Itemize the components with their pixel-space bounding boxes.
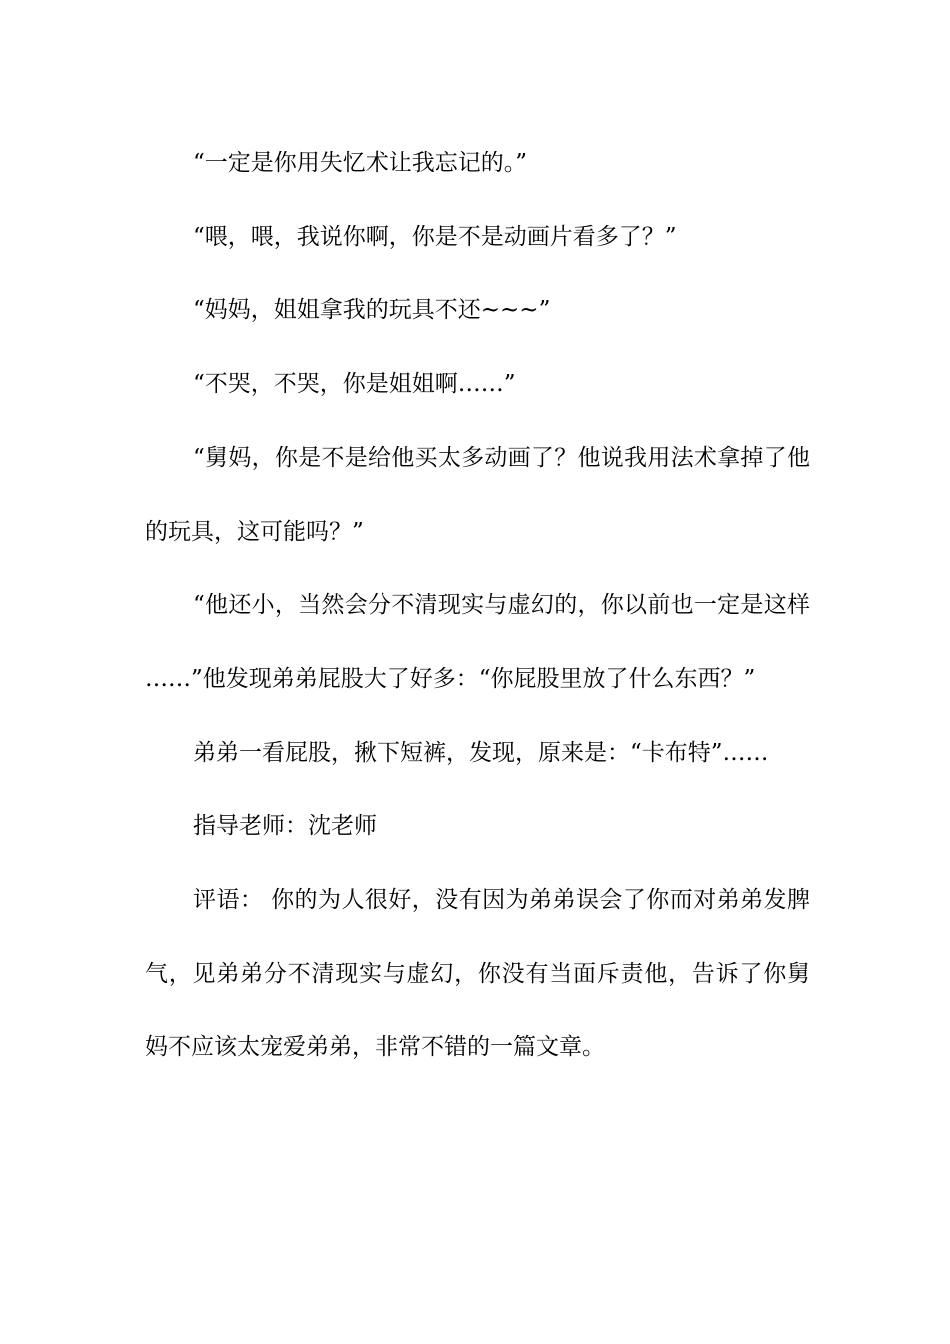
dialogue-paragraph: “他还小，当然会分不清现实与虚幻的，你以前也一定是这样……”他发现弟弟屁股大了好多：“你屁股里放了什么东西？” (145, 592, 810, 692)
dialogue-paragraph: “不哭，不哭，你是姐姐啊……” (193, 371, 516, 398)
dialogue-paragraph: “妈妈，姐姐拿我的玩具不还~~~” (193, 297, 551, 324)
instructor-line: 指导老师：沈老师 (193, 813, 377, 840)
dialogue-paragraph: “舅妈，你是不是给他买太多动画了？他说我用法术拿掉了他的玩具，这可能吗？” (145, 444, 810, 545)
document-body (145, 127, 810, 1085)
comment-paragraph: 评语： 你的为人很好，没有因为弟弟误会了你而对弟弟发脾气，见弟弟分不清现实与虚幻，你没有当面斥责他，告诉了你舅妈不应该太宠爱弟弟，非常不错的一篇文章。 (145, 887, 810, 1061)
narration-paragraph: 弟弟一看屁股，揪下短裤，发现，原来是：“卡布特”…… (193, 739, 769, 766)
dialogue-paragraph: “一定是你用失忆术让我忘记的。” (193, 150, 528, 176)
dialogue-paragraph: “喂，喂，我说你啊，你是不是动画片看多了？” (193, 223, 677, 250)
